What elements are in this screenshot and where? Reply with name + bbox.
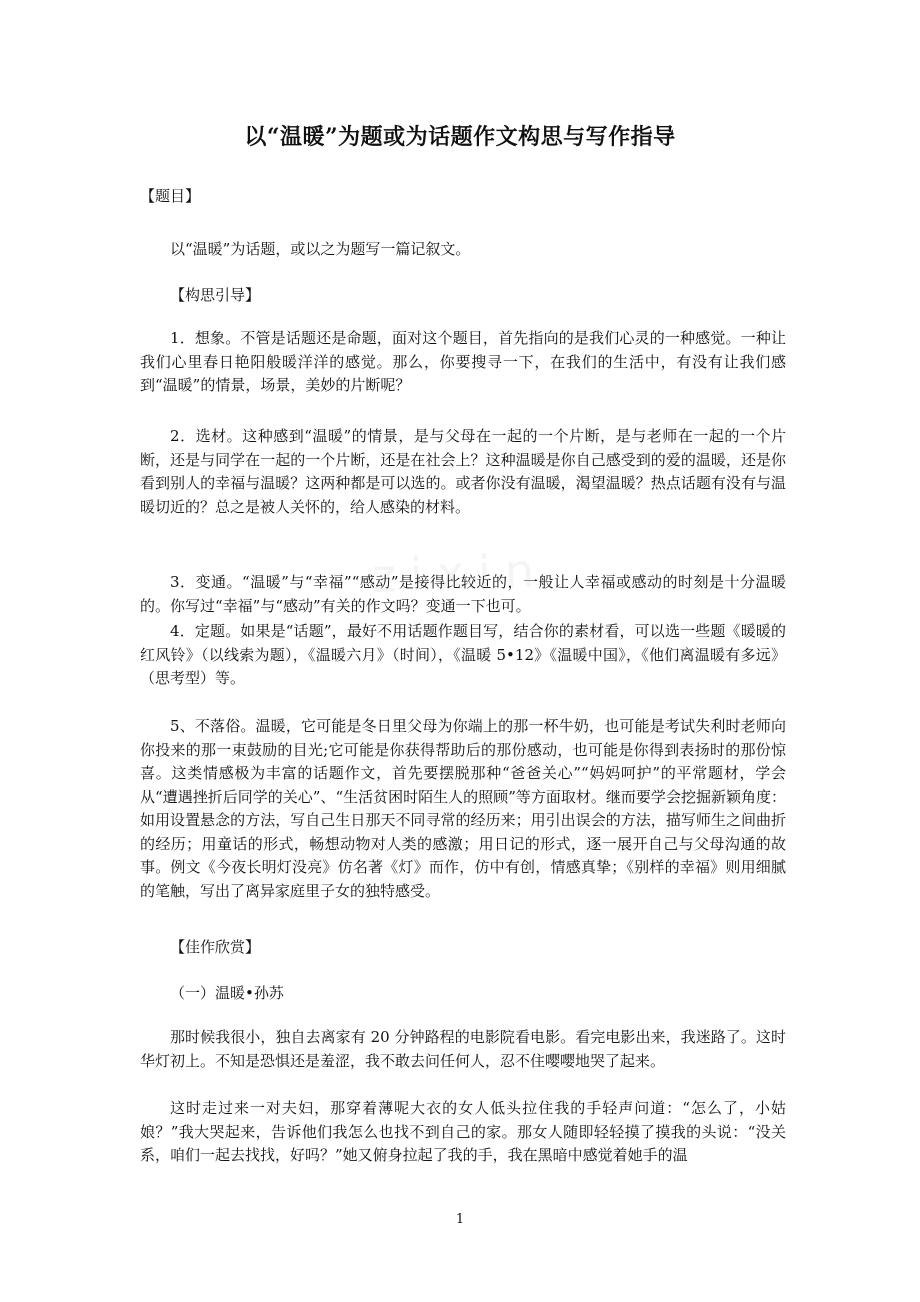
section-heading-topic: 【题目】 <box>140 187 201 205</box>
guide-point-4: 4．定题。如果是“话题”，最好不用话题作题目写，结合你的素材看，可以选一些题《暖暖的红风铃》（以线索为题），《温暖六月》（时间），《温暖 5•12》《温暖中国》，《他们离温暖有多远》（思考型）等。 <box>140 622 786 687</box>
page-number: 1 <box>455 1212 465 1227</box>
example-paragraph-2: 这时走过来一对夫妇，那穿着薄呢大衣的女人低头拉住我的手轻声问道：“怎么了，小姑娘？”我大哭起来，告诉他们我怎么也找不到自己的家。那女人随即轻轻摸了摸我的头说：“没关系，咱们一起去找找，好吗？”她又俯身拉起了我的手，我在黑暗中感觉着她手的温 <box>140 1099 786 1164</box>
guide-point-1: 1．想象。不管是话题还是命题，面对这个题目，首先指向的是我们心灵的一种感觉。一种让我们心里春日艳阳般暖洋洋的感觉。那么，你要搜寻一下，在我们的生活中，有没有让我们感到“温暖”的情景，场景，美妙的片断呢？ <box>140 329 786 394</box>
document-title: 以“温暖”为题或为话题作文构思与写作指导 <box>244 124 676 150</box>
guide-point-5: 5、不落俗。温暖，它可能是冬日里父母为你端上的那一杯牛奶，也可能是考试失利时老师向你投来的那一束鼓励的目光;它可能是你获得帮助后的那份感动，也可能是你得到表扬时的那份惊喜。这类情感极为丰富的话题作文，首先要摆脱那种“爸爸关心”“妈妈呵护”的平常题材，学会从“遭遇挫折后同学的关心”、“生活贫困时陌生人的照顾”等方面取材。继而要学会挖掘新颖角度：如用设置悬念的方法，写自己生日那天不同寻常的经历来；用引出误会的方法，描写师生之间曲折的经历；用童话的形式，畅想动物对人类的感激；用日记的形式，逐一展开自己与父母沟通的故事。例文《今夜长明灯没亮》仿名著《灯》而作，仿中有创，情感真挚；《别样的幸福》则用细腻的笔触，写出了离异家庭里子女的独特感受。 <box>140 717 786 900</box>
topic-text: 以“温暖”为话题，或以之为题写一篇记叙文。 <box>170 240 471 258</box>
section-heading-examples: 【佳作欣赏】 <box>170 938 261 956</box>
section-heading-guide: 【构思引导】 <box>170 286 261 304</box>
example-title: （一）温暖•孙苏 <box>170 984 284 1002</box>
example-paragraph-1: 那时候我很小，独自去离家有 20 分钟路程的电影院看电影。看完电影出来，我迷路了。这时华灯初上。不知是恐惧还是羞涩，我不敢去问任何人，忍不住嘤嘤地哭了起来。 <box>140 1028 786 1070</box>
guide-point-2: 2．选材。这种感到“温暖”的情景，是与父母在一起的一个片断，是与老师在一起的一个片断，还是与同学在一起的一个片断，还是在社会上？这种温暖是你自己感受到的爱的温暖，还是你看到别人的幸福与温暖？这两种都是可以选的。或者你没有温暖，渴望温暖？热点话题有没有与温暖切近的？总之是被人关怀的，给人感染的材料。 <box>140 427 786 516</box>
guide-point-3: 3．变通。“温暖”与“幸福”“感动”是接得比较近的，一般让人幸福或感动的时刻是十分温暖的。你写过“幸福”与“感动”有关的作文吗？变通一下也可。 <box>140 573 786 615</box>
